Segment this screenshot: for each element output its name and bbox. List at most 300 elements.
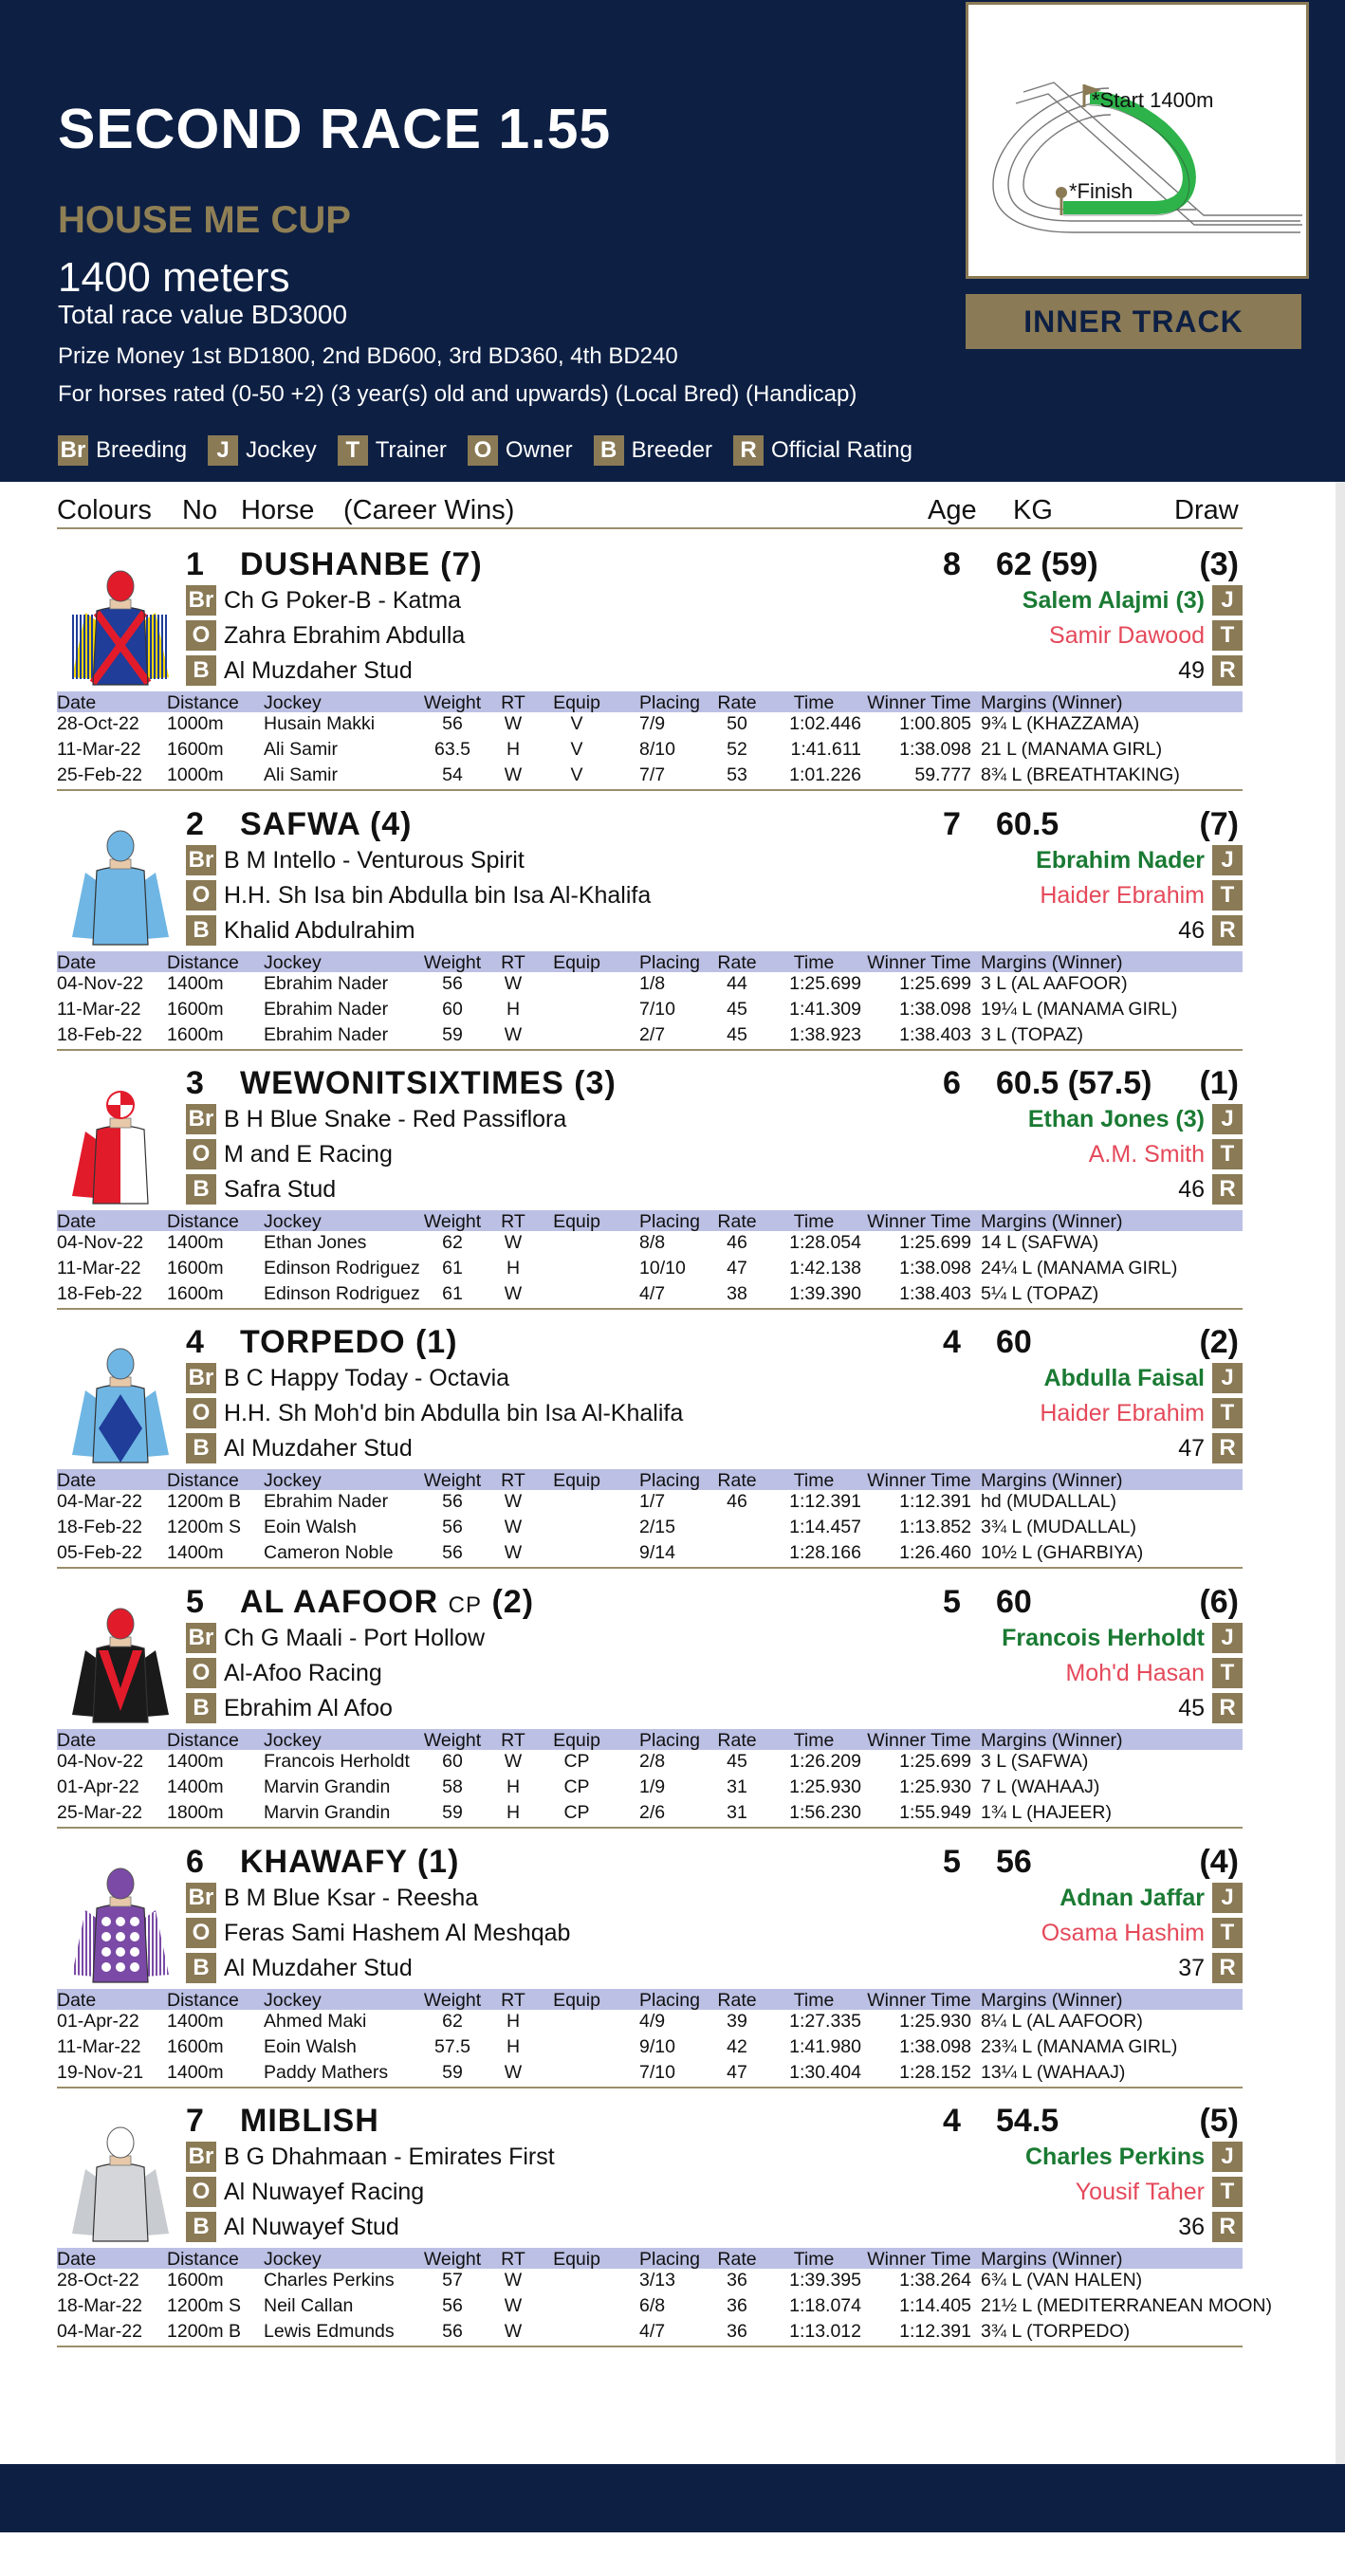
form-cell-margins: hd (MUDALLAL) xyxy=(981,1491,1117,1512)
breeder-text: Al Nuwayef Stud xyxy=(224,2213,399,2240)
form-cell-equip: CP xyxy=(563,1776,590,1797)
form-cell-jockey: Husain Makki xyxy=(264,713,376,734)
form-header-weight: Weight xyxy=(423,1211,482,1232)
form-cell-rate: 36 xyxy=(727,2270,747,2291)
form-cell-winner_time: 1:25.699 xyxy=(899,973,971,994)
owner-badge: O xyxy=(468,435,498,466)
owner-row xyxy=(186,619,465,652)
form-cell-jockey: Cameron Noble xyxy=(264,1542,394,1563)
trainer-row xyxy=(1040,879,1243,911)
runner-age: 4 xyxy=(943,2103,961,2139)
form-cell-margins: 3 L (AL AAFOOR) xyxy=(981,973,1128,994)
rating-row xyxy=(1178,1952,1243,1984)
form-cell-margins: 21 L (MANAMA GIRL) xyxy=(981,739,1163,760)
finish-label: *Finish xyxy=(1069,179,1133,203)
form-cell-time: 1:56.230 xyxy=(789,1802,861,1823)
form-cell-weight: 56 xyxy=(442,1491,463,1512)
form-cell-placing: 1/8 xyxy=(639,973,666,994)
form-cell-distance: 1200m S xyxy=(167,1517,242,1537)
breeding-badge: Br xyxy=(186,2142,216,2172)
breeder-row xyxy=(186,654,413,687)
trainer-name: Samir Dawood xyxy=(1049,621,1205,649)
form-row xyxy=(57,1516,1243,1541)
form-cell-winner_time: 1:25.930 xyxy=(899,1776,971,1797)
form-cell-jockey: Edinson Rodriguez xyxy=(264,1283,420,1304)
form-header-weight: Weight xyxy=(423,1990,482,2011)
horse-name: DUSHANBE (7) xyxy=(240,546,483,582)
form-cell-rt: W xyxy=(504,1283,523,1304)
form-cell-date: 25-Mar-22 xyxy=(57,1802,142,1823)
owner-badge: O xyxy=(186,1918,216,1948)
form-cell-margins: 3 L (TOPAZ) xyxy=(981,1024,1083,1045)
breeder-badge: B xyxy=(186,1953,216,1983)
form-cell-date: 04-Mar-22 xyxy=(57,1491,142,1512)
jockey-badge: J xyxy=(1212,585,1243,616)
runner-name xyxy=(240,2103,379,2140)
form-header-placing: Placing xyxy=(639,952,700,973)
runner-weight: 60.5 xyxy=(996,806,1059,842)
form-header-rt: RT xyxy=(501,2249,525,2270)
form-cell-rate: 39 xyxy=(727,2011,747,2032)
trainer-name: A.M. Smith xyxy=(1088,1140,1205,1168)
owner-badge: O xyxy=(186,2177,216,2207)
form-header-rt: RT xyxy=(501,692,525,713)
form-header-winner_time: Winner Time xyxy=(867,692,971,713)
form-header-equip: Equip xyxy=(553,1211,600,1232)
jockey-badge: J xyxy=(1212,1104,1243,1134)
jockey-name: Ethan Jones (3) xyxy=(1027,1105,1205,1132)
jockey-name: Salem Alajmi (3) xyxy=(1022,586,1205,614)
breeding-row xyxy=(186,2141,555,2173)
form-cell-rate: 45 xyxy=(727,1024,747,1045)
form-header-margins: Margins (Winner) xyxy=(981,952,1123,973)
form-cell-jockey: Ahmed Maki xyxy=(264,2011,367,2032)
breeder-badge: B xyxy=(186,655,216,686)
jockey-name: Charles Perkins xyxy=(1025,2143,1205,2170)
runner-name xyxy=(240,1844,459,1881)
runner-draw: (1) xyxy=(1199,1065,1239,1101)
form-cell-winner_time: 1:25.930 xyxy=(899,2011,971,2032)
form-cell-winner_time: 1:13.852 xyxy=(899,1517,971,1537)
form-cell-margins: 23¾ L (MANAMA GIRL) xyxy=(981,2036,1178,2057)
form-cell-time: 1:01.226 xyxy=(789,764,861,785)
form-cell-placing: 8/8 xyxy=(639,1232,666,1253)
form-cell-distance: 1400m xyxy=(167,2062,224,2083)
form-cell-winner_time: 1:38.098 xyxy=(899,2036,971,2057)
form-cell-placing: 7/7 xyxy=(639,764,666,785)
legend-label: Jockey xyxy=(246,437,317,463)
runner-entry xyxy=(0,537,1345,795)
form-cell-rt: W xyxy=(504,764,523,785)
form-header-margins: Margins (Winner) xyxy=(981,692,1123,713)
breeding-text: B C Happy Today - Octavia xyxy=(224,1364,510,1391)
form-cell-winner_time: 1:38.403 xyxy=(899,1024,971,1045)
form-cell-equip: V xyxy=(570,764,583,785)
official-rating: 46 xyxy=(1178,916,1205,944)
form-cell-weight: 56 xyxy=(442,2321,463,2342)
form-cell-time: 1:39.390 xyxy=(789,1283,861,1304)
trainer-badge: T xyxy=(338,435,368,466)
form-cell-rt: W xyxy=(504,2321,523,2342)
breeding-row xyxy=(186,1622,485,1654)
col-kg: KG xyxy=(1013,495,1053,525)
runner-age: 7 xyxy=(943,806,961,842)
form-cell-jockey: Ebrahim Nader xyxy=(264,1491,389,1512)
form-cell-equip: CP xyxy=(563,1751,590,1772)
breeding-text: B M Intello - Venturous Spirit xyxy=(224,846,525,874)
form-cell-margins: 10½ L (GHARBIYA) xyxy=(981,1542,1144,1563)
racing-silks-icon xyxy=(68,1601,173,1734)
trainer-row xyxy=(1041,1917,1243,1949)
form-cell-margins: 13¼ L (WAHAAJ) xyxy=(981,2062,1126,2083)
form-cell-distance: 1400m xyxy=(167,2011,224,2032)
form-cell-weight: 58 xyxy=(442,1776,463,1797)
official-rating: 37 xyxy=(1178,1954,1205,1981)
form-cell-placing: 2/7 xyxy=(639,1024,666,1045)
form-cell-margins: 6¾ L (VAN HALEN) xyxy=(981,2270,1143,2291)
runner-age: 8 xyxy=(943,546,961,582)
form-cell-placing: 4/7 xyxy=(639,1283,666,1304)
form-cell-jockey: Ali Samir xyxy=(264,739,339,760)
form-cell-date: 28-Oct-22 xyxy=(57,713,139,734)
form-row xyxy=(57,2035,1243,2061)
runner-number: 6 xyxy=(186,1844,204,1880)
form-row xyxy=(57,972,1243,998)
form-cell-weight: 56 xyxy=(442,1542,463,1563)
form-header-winner_time: Winner Time xyxy=(867,952,971,973)
form-cell-placing: 1/9 xyxy=(639,1776,666,1797)
form-header-time: Time xyxy=(793,2249,835,2270)
race-total-value: Total race value BD3000 xyxy=(58,300,348,329)
form-cell-weight: 59 xyxy=(442,1024,463,1045)
form-cell-rate: 47 xyxy=(727,2062,747,2083)
col-no: No xyxy=(182,495,218,525)
form-cell-placing: 2/15 xyxy=(639,1517,675,1537)
form-cell-time: 1:12.391 xyxy=(789,1491,861,1512)
form-cell-rate: 31 xyxy=(727,1802,747,1823)
form-header-distance: Distance xyxy=(167,1470,239,1491)
breeding-badge: Br xyxy=(186,1363,216,1393)
trainer-badge: T xyxy=(1212,2177,1243,2207)
rating-badge: R xyxy=(1212,915,1243,946)
form-row xyxy=(57,1776,1243,1801)
form-table xyxy=(57,1989,1243,2088)
racing-silks-icon xyxy=(68,2120,173,2253)
jockey-name: Ebrahim Nader xyxy=(1036,846,1205,874)
form-row xyxy=(57,1282,1243,1308)
form-cell-placing: 9/14 xyxy=(639,1542,675,1563)
form-cell-margins: 8¼ L (AL AAFOOR) xyxy=(981,2011,1143,2032)
form-cell-rate: 52 xyxy=(727,739,747,760)
form-header-distance: Distance xyxy=(167,2249,239,2270)
form-cell-date: 04-Nov-22 xyxy=(57,1751,144,1772)
breeder-badge: B xyxy=(186,1693,216,1723)
form-row xyxy=(57,1801,1243,1827)
trainer-name: Haider Ebrahim xyxy=(1040,881,1205,909)
form-cell-weight: 60 xyxy=(442,1751,463,1772)
form-cell-time: 1:39.395 xyxy=(789,2270,861,2291)
trainer-row xyxy=(1040,1397,1243,1429)
trainer-row xyxy=(1076,2176,1243,2208)
form-cell-time: 1:38.923 xyxy=(789,1024,861,1045)
runner-weight: 60 xyxy=(996,1584,1032,1620)
form-cell-placing: 8/10 xyxy=(639,739,675,760)
form-cell-rate: 50 xyxy=(727,713,747,734)
form-cell-date: 01-Apr-22 xyxy=(57,2011,139,2032)
racing-silks-icon xyxy=(68,1341,173,1474)
form-cell-date: 04-Mar-22 xyxy=(57,2321,142,2342)
runner-entry xyxy=(0,2093,1345,2351)
form-cell-placing: 7/10 xyxy=(639,999,675,1020)
runner-age: 6 xyxy=(943,1065,961,1101)
form-cell-rate: 36 xyxy=(727,2295,747,2316)
runner-name xyxy=(240,1584,534,1621)
form-cell-rate: 31 xyxy=(727,1776,747,1797)
runner-name xyxy=(240,806,413,843)
legend-label: Trainer xyxy=(375,437,447,463)
form-header-margins: Margins (Winner) xyxy=(981,1470,1123,1491)
form-cell-rt: W xyxy=(504,1517,523,1537)
breeder-row xyxy=(186,1952,413,1984)
form-cell-rate: 42 xyxy=(727,2036,747,2057)
runner-weight: 54.5 xyxy=(996,2103,1059,2139)
rating-row xyxy=(1178,914,1243,947)
form-row xyxy=(57,2061,1243,2087)
legend-item-trainer xyxy=(338,435,447,466)
rating-badge: R xyxy=(1212,655,1243,686)
form-cell-jockey: Ebrahim Nader xyxy=(264,999,389,1020)
form-cell-placing: 7/10 xyxy=(639,2062,675,2083)
owner-text: Feras Sami Hashem Al Meshqab xyxy=(224,1919,571,1946)
form-row xyxy=(57,1231,1243,1257)
form-header-winner_time: Winner Time xyxy=(867,2249,971,2270)
form-header-winner_time: Winner Time xyxy=(867,1211,971,1232)
jockey-badge: J xyxy=(1212,1883,1243,1913)
form-cell-winner_time: 1:12.391 xyxy=(899,1491,971,1512)
official-rating: 45 xyxy=(1178,1694,1205,1721)
form-cell-distance: 1400m xyxy=(167,1232,224,1253)
race-conditions: For horses rated (0-50 +2) (3 year(s) old and upwards) (Local Bred) (Handicap) xyxy=(58,381,857,407)
runner-age: 5 xyxy=(943,1584,961,1620)
breeding-row xyxy=(186,844,525,876)
trainer-row xyxy=(1049,619,1243,652)
rating-row xyxy=(1178,1692,1243,1724)
form-cell-placing: 4/9 xyxy=(639,2011,666,2032)
form-cell-jockey: Paddy Mathers xyxy=(264,2062,389,2083)
owner-row xyxy=(186,1138,393,1170)
runner-entry xyxy=(0,1574,1345,1832)
form-cell-distance: 1600m xyxy=(167,1283,224,1304)
runner-number: 3 xyxy=(186,1065,204,1101)
form-cell-time: 1:42.138 xyxy=(789,1258,861,1279)
form-cell-weight: 54 xyxy=(442,764,463,785)
form-header-time: Time xyxy=(793,1990,835,2011)
racing-silks-icon xyxy=(68,563,173,696)
form-cell-winner_time: 1:38.403 xyxy=(899,1283,971,1304)
form-cell-rt: H xyxy=(506,999,521,1020)
form-cell-placing: 10/10 xyxy=(639,1258,686,1279)
form-cell-rt: H xyxy=(506,1802,521,1823)
form-cell-date: 11-Mar-22 xyxy=(57,1258,141,1279)
form-cell-date: 19-Nov-21 xyxy=(57,2062,144,2083)
form-cell-distance: 1600m xyxy=(167,739,224,760)
runner-entry xyxy=(0,1056,1345,1314)
form-header-time: Time xyxy=(793,952,835,973)
form-cell-margins: 19¼ L (MANAMA GIRL) xyxy=(981,999,1178,1020)
form-cell-distance: 1400m xyxy=(167,1542,224,1563)
breeder-badge: B xyxy=(594,435,624,466)
form-header-rate: Rate xyxy=(717,1730,757,1751)
breeder-text: Khalid Abdulrahim xyxy=(224,916,415,944)
breeding-text: B G Dhahmaan - Emirates First xyxy=(224,2143,555,2170)
form-cell-winner_time: 1:25.699 xyxy=(899,1232,971,1253)
form-header-row xyxy=(57,691,1243,712)
form-header-rt: RT xyxy=(501,1730,525,1751)
jockey-row xyxy=(1023,584,1243,616)
owner-row xyxy=(186,879,651,911)
form-header-jockey: Jockey xyxy=(264,1990,322,2011)
form-cell-rt: H xyxy=(506,1258,521,1279)
form-cell-margins: 8¾ L (BREATHTAKING) xyxy=(981,764,1180,785)
form-header-rate: Rate xyxy=(717,692,757,713)
form-cell-time: 1:41.611 xyxy=(790,739,861,760)
form-cell-margins: 7 L (WAHAAJ) xyxy=(981,1776,1100,1797)
rating-badge: R xyxy=(1212,2212,1243,2242)
rating-badge: R xyxy=(1212,1953,1243,1983)
form-cell-rt: W xyxy=(504,1751,523,1772)
form-cell-weight: 56 xyxy=(442,1517,463,1537)
breeder-text: Al Muzdaher Stud xyxy=(224,656,413,684)
form-header-row xyxy=(57,1469,1243,1490)
form-cell-weight: 59 xyxy=(442,1802,463,1823)
form-cell-distance: 1200m B xyxy=(167,1491,242,1512)
form-cell-rate: 47 xyxy=(727,1258,747,1279)
race-name: HOUSE ME CUP xyxy=(58,199,351,241)
form-header-weight: Weight xyxy=(423,1470,482,1491)
horse-name: AL AAFOOR xyxy=(240,1584,439,1620)
form-header-placing: Placing xyxy=(639,1730,700,1751)
legend-item-jockey xyxy=(208,435,317,466)
form-cell-jockey: Ebrahim Nader xyxy=(264,1024,389,1045)
cheekpieces-tag: CP xyxy=(448,1592,483,1618)
form-header-margins: Margins (Winner) xyxy=(981,1990,1123,2011)
owner-row xyxy=(186,2176,424,2208)
rating-row xyxy=(1178,2211,1243,2243)
form-header-row xyxy=(57,1989,1243,2010)
owner-text: H.H. Sh Moh'd bin Abdulla bin Isa Al-Khalifa xyxy=(224,1399,684,1426)
breeding-text: B H Blue Snake - Red Passiflora xyxy=(224,1105,567,1132)
legend-label: Owner xyxy=(505,437,573,463)
form-header-jockey: Jockey xyxy=(264,2249,322,2270)
owner-text: M and E Racing xyxy=(224,1140,393,1168)
form-cell-rate: 45 xyxy=(727,999,747,1020)
form-cell-winner_time: 1:14.405 xyxy=(899,2295,971,2316)
form-cell-date: 18-Mar-22 xyxy=(57,2295,142,2316)
breeder-text: Al Muzdaher Stud xyxy=(224,1434,413,1462)
form-header-jockey: Jockey xyxy=(264,692,322,713)
trainer-badge: T xyxy=(1212,1139,1243,1169)
form-header-distance: Distance xyxy=(167,1990,239,2011)
owner-row xyxy=(186,1397,683,1429)
form-header-row xyxy=(57,1210,1243,1231)
form-cell-placing: 9/10 xyxy=(639,2036,675,2057)
breeder-row xyxy=(186,1432,413,1464)
form-row xyxy=(57,1541,1243,1567)
owner-badge: O xyxy=(186,1139,216,1169)
form-cell-rt: H xyxy=(506,1776,521,1797)
form-header-date: Date xyxy=(57,952,97,973)
runner-name xyxy=(240,1065,617,1102)
form-cell-winner_time: 1:38.098 xyxy=(899,999,971,1020)
form-header-time: Time xyxy=(793,1470,835,1491)
form-table xyxy=(57,2248,1272,2347)
form-cell-equip: CP xyxy=(563,1802,590,1823)
form-cell-date: 11-Mar-22 xyxy=(57,2036,141,2057)
legend-label: Official Rating xyxy=(771,437,912,463)
jockey-row xyxy=(1036,844,1243,876)
form-header-date: Date xyxy=(57,692,97,713)
form-cell-rt: W xyxy=(504,1024,523,1045)
form-cell-margins: 14 L (SAFWA) xyxy=(981,1232,1099,1253)
rating-badge: R xyxy=(1212,1433,1243,1463)
runner-name xyxy=(240,1324,458,1361)
breeder-badge: B xyxy=(186,915,216,946)
runner-weight: 62 (59) xyxy=(996,546,1098,582)
form-cell-weight: 62 xyxy=(442,1232,463,1253)
form-cell-jockey: Ebrahim Nader xyxy=(264,973,389,994)
horse-name: KHAWAFY (1) xyxy=(240,1844,460,1880)
form-row xyxy=(57,2294,1272,2320)
trainer-row xyxy=(1089,1138,1243,1170)
form-cell-distance: 1200m B xyxy=(167,2321,242,2342)
form-cell-winner_time: 1:26.460 xyxy=(899,1542,971,1563)
race-distance: 1400 meters xyxy=(58,254,290,301)
form-header-rate: Rate xyxy=(717,952,757,973)
form-cell-placing: 2/8 xyxy=(639,1751,666,1772)
form-header-placing: Placing xyxy=(639,692,700,713)
form-cell-weight: 63.5 xyxy=(434,739,470,760)
form-cell-distance: 1600m xyxy=(167,999,224,1020)
form-cell-rate: 38 xyxy=(727,1283,747,1304)
form-header-winner_time: Winner Time xyxy=(867,1470,971,1491)
track-map-diagram xyxy=(968,5,1306,276)
breeding-row xyxy=(186,1362,509,1394)
form-row xyxy=(57,1490,1243,1516)
jockey-row xyxy=(1044,1362,1243,1394)
form-cell-margins: 1¾ L (HAJEER) xyxy=(981,1802,1112,1823)
form-header-date: Date xyxy=(57,1470,97,1491)
form-header-date: Date xyxy=(57,2249,97,2270)
jockey-row xyxy=(1028,1103,1243,1135)
runner-number: 2 xyxy=(186,806,204,842)
form-header-placing: Placing xyxy=(639,2249,700,2270)
runner-entry xyxy=(0,797,1345,1055)
form-header-rt: RT xyxy=(501,1470,525,1491)
trainer-name: Haider Ebrahim xyxy=(1040,1399,1205,1426)
col-age: Age xyxy=(928,495,977,525)
footer-bar xyxy=(0,2464,1345,2532)
form-cell-rate: 36 xyxy=(727,2321,747,2342)
runner-age: 4 xyxy=(943,1324,961,1360)
form-cell-date: 04-Nov-22 xyxy=(57,973,144,994)
breeding-row xyxy=(186,1103,566,1135)
form-cell-margins: 3 L (SAFWA) xyxy=(981,1751,1089,1772)
form-cell-winner_time: 1:55.949 xyxy=(899,1802,971,1823)
form-header-jockey: Jockey xyxy=(264,1211,322,1232)
runner-draw: (5) xyxy=(1199,2103,1239,2139)
breeder-row xyxy=(186,1173,336,1205)
form-cell-time: 1:02.446 xyxy=(789,713,861,734)
